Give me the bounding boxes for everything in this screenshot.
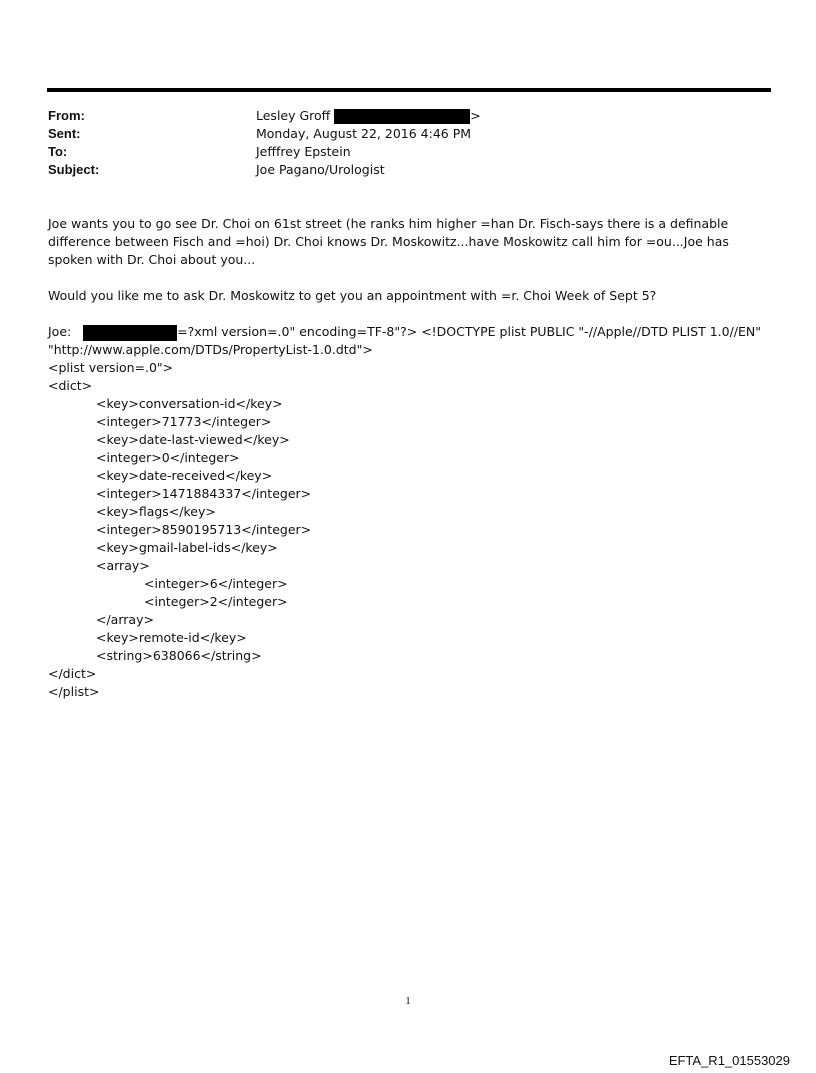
code-line: <string>638066</string> xyxy=(96,648,262,663)
body-paragraph-1: Joe wants you to go see Dr. Choi on 61st street (he ranks him higher =han Dr. Fisch-says there is a definable difference between Fisch and =hoi) Dr. Choi knows Dr. Moskowitz...have Moskowitz call him for =ou...Joe has spoken with Dr. Choi about you... xyxy=(48,216,729,267)
code-line: </array> xyxy=(96,612,154,627)
sender-name: Lesley Groff xyxy=(256,108,331,123)
subject-value: Joe Pagano/Urologist xyxy=(256,162,385,177)
code-line: <key>conversation-id</key> xyxy=(96,396,283,411)
to-value: Jefffrey Epstein xyxy=(256,144,351,159)
subject-row xyxy=(48,161,748,179)
from-row xyxy=(48,107,748,125)
header-rule xyxy=(47,88,771,92)
code-line: <integer>2</integer> xyxy=(144,594,288,609)
code-line: <dict> xyxy=(48,378,93,393)
code-line: <key>remote-id</key> xyxy=(96,630,247,645)
code-line: "http://www.apple.com/DTDs/PropertyList-1.0.dtd"> xyxy=(48,342,373,357)
from-value xyxy=(256,107,481,125)
sent-value: Monday, August 22, 2016 4:46 PM xyxy=(256,126,472,141)
code-line: <integer>71773</integer> xyxy=(96,414,272,429)
code-line: <integer>1471884337</integer> xyxy=(96,486,312,501)
joe-line-text: =?xml version=.0" encoding=TF-8"?> <!DOCTYPE plist PUBLIC "-//Apple//DTD PLIST 1.0//EN" xyxy=(177,324,762,339)
redaction-block xyxy=(334,109,470,124)
code-line: </plist> xyxy=(48,684,100,699)
code-line: <integer>6</integer> xyxy=(144,576,288,591)
sent-label: Sent: xyxy=(48,126,81,141)
from-suffix: > xyxy=(470,108,481,123)
to-label: To: xyxy=(48,144,68,159)
joe-label: Joe: xyxy=(48,324,72,339)
from-label: From: xyxy=(48,108,85,123)
code-line: <array> xyxy=(96,558,150,573)
body-paragraph-2: Would you like me to ask Dr. Moskowitz to get you an appointment with =r. Choi Week of Sept 5? xyxy=(48,288,657,303)
code-line: <key>date-last-viewed</key> xyxy=(96,432,290,447)
to-row xyxy=(48,143,748,161)
redaction-block xyxy=(83,325,177,341)
code-line: <key>date-received</key> xyxy=(96,468,273,483)
code-line: <key>gmail-label-ids</key> xyxy=(96,540,278,555)
joe-line xyxy=(48,323,770,341)
bates-stamp: EFTA_R1_01553029 xyxy=(668,1053,790,1068)
plist-block xyxy=(48,323,770,701)
code-line: <integer>0</integer> xyxy=(96,450,240,465)
code-line: <plist version=.0"> xyxy=(48,360,174,375)
page-number: 1 xyxy=(405,995,411,1007)
subject-label: Subject: xyxy=(48,162,100,177)
code-line: </dict> xyxy=(48,666,97,681)
email-header xyxy=(48,107,748,179)
email-body xyxy=(48,215,770,701)
code-line: <integer>8590195713</integer> xyxy=(96,522,312,537)
code-line: <key>flags</key> xyxy=(96,504,216,519)
sent-row xyxy=(48,125,748,143)
